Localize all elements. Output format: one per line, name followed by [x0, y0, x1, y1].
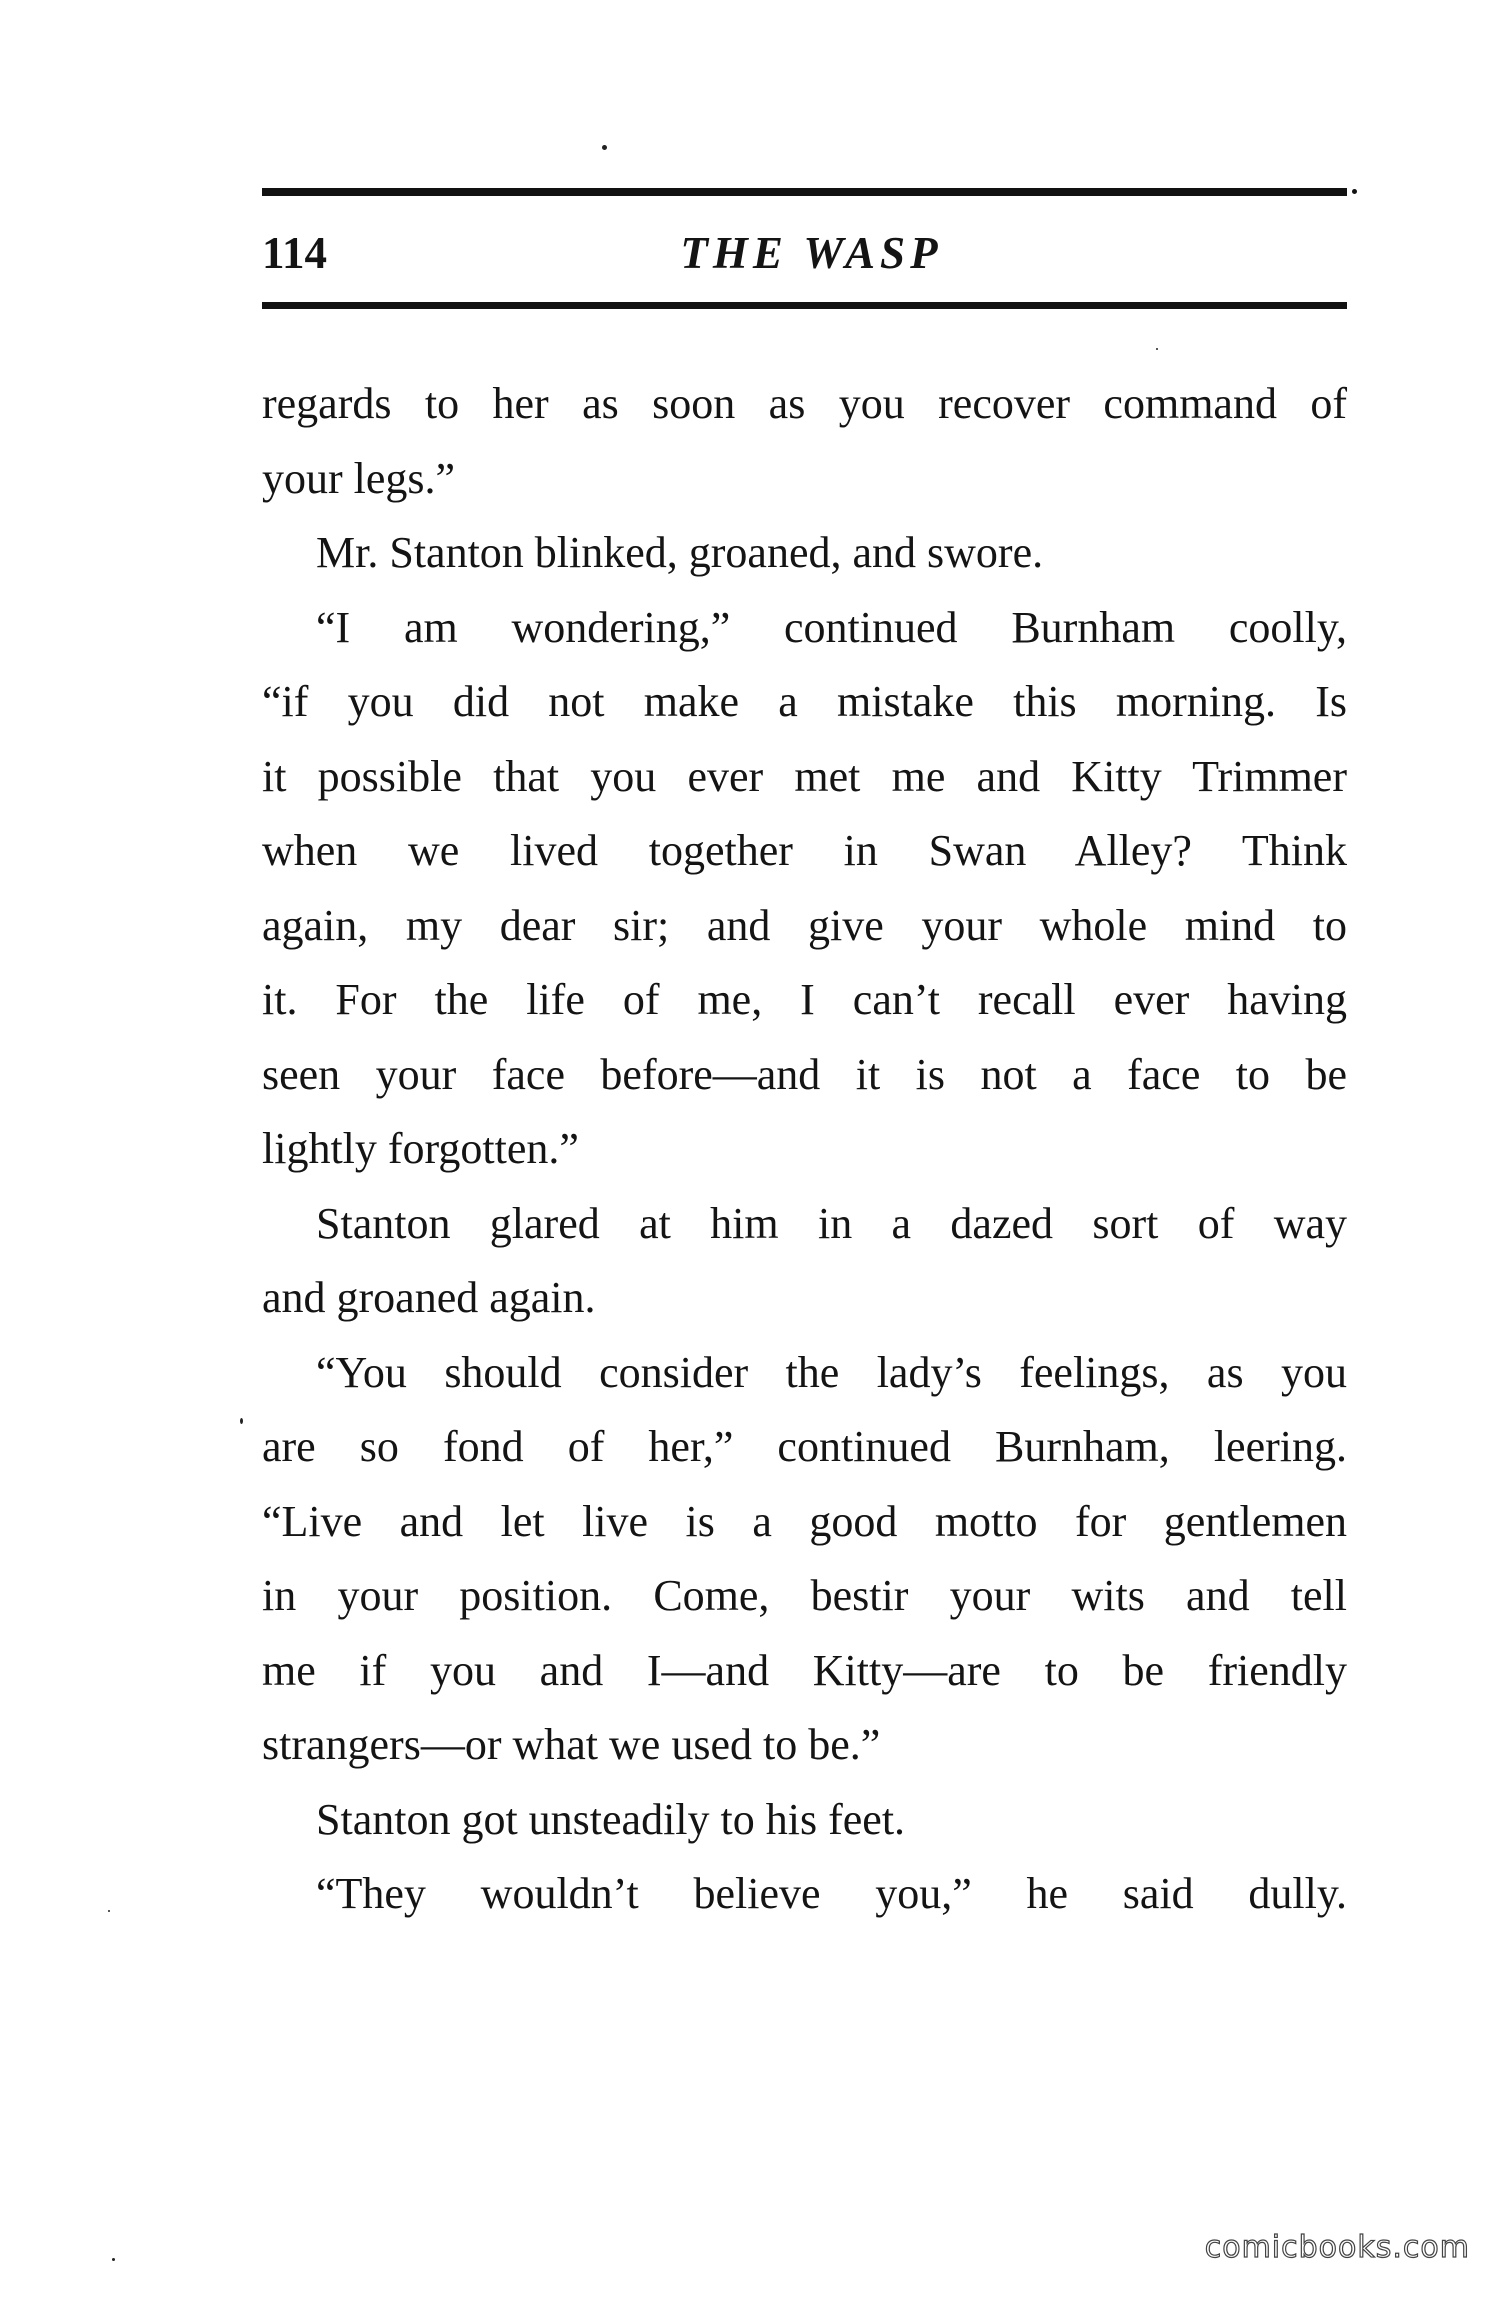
- watermark: comicbooks.com: [1204, 2230, 1470, 2265]
- text-line: “if you did not make a mistake this morning. Is: [262, 677, 1347, 726]
- text-line: “They wouldn’t believe you,” he said dully.: [316, 1869, 1347, 1918]
- text-line: seen your face before—and it is not a face to be: [262, 1049, 1347, 1099]
- text-line: your legs.”: [262, 453, 456, 503]
- ink-speck: [1156, 348, 1158, 350]
- text-line: and groaned again.: [262, 1273, 596, 1322]
- text-line: “I am wondering,” continued Burnham coolly,: [316, 602, 1347, 652]
- text-line: Mr. Stanton blinked, groaned, and swore.: [316, 528, 1044, 577]
- ink-speck: [112, 2258, 115, 2261]
- page-header: [262, 222, 1347, 284]
- text-line: regards to her as soon as you recover command of: [262, 379, 1347, 428]
- text-line: it. For the life of me, I can’t recall ever having: [262, 975, 1347, 1024]
- header-rule-bottom: [262, 302, 1347, 309]
- text-line: when we lived together in Swan Alley? Think: [262, 826, 1347, 875]
- text-line: “Live and let live is a good motto for gentlemen: [262, 1496, 1347, 1546]
- text-line: “You should consider the lady’s feelings, as you: [316, 1347, 1347, 1397]
- ink-speck: [602, 145, 607, 150]
- ink-speck: [1352, 189, 1357, 194]
- body-text: [262, 367, 1347, 1932]
- page-number: 114: [262, 228, 328, 278]
- text-line: it possible that you ever met me and Kitty Trimmer: [262, 751, 1347, 801]
- text-line: again, my dear sir; and give your whole mind to: [262, 900, 1347, 950]
- text-line: Stanton got unsteadily to his feet.: [316, 1794, 906, 1844]
- text-line: Stanton glared at him in a dazed sort of way: [316, 1198, 1347, 1248]
- text-line: lightly forgotten.”: [262, 1124, 579, 1173]
- text-line: me if you and I—and Kitty—are to be friendly: [262, 1645, 1347, 1695]
- ink-speck: [240, 1418, 243, 1424]
- header-rule-top: [262, 188, 1347, 196]
- ink-speck: [108, 1910, 110, 1912]
- text-line: strangers—or what we used to be.”: [262, 1720, 881, 1769]
- text-line: are so fond of her,” continued Burnham, leering.: [262, 1422, 1347, 1471]
- text-line: in your position. Come, bestir your wits and tell: [262, 1571, 1347, 1620]
- running-title: THE WASP: [680, 228, 943, 278]
